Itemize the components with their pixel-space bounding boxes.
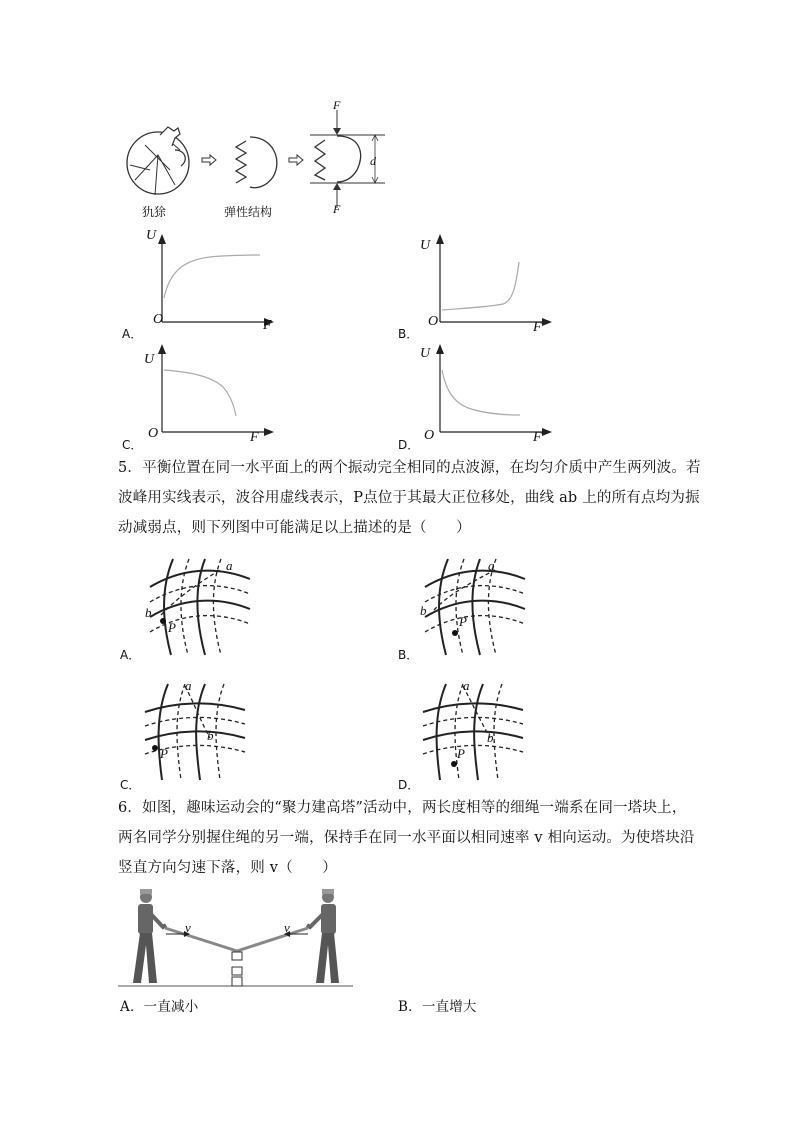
option-letter: C． <box>122 438 143 452</box>
arrow-icon <box>202 155 216 165</box>
y-axis-label: U <box>146 228 157 243</box>
elastic-structure-label: 弹性结构 <box>224 205 273 219</box>
origin-label: O <box>424 428 435 443</box>
option-letter: B． <box>398 648 419 662</box>
x-axis-label: F <box>533 430 542 445</box>
q6-option-a[interactable]: A．一直减小 <box>120 999 199 1015</box>
y-axis-label: U <box>420 346 431 361</box>
option-letter: A． <box>122 327 143 341</box>
question-text-line: 竖直方向匀速下落，则 v（ ） <box>118 860 337 876</box>
y-axis-label: U <box>420 238 431 253</box>
point-p-label: P <box>168 620 176 635</box>
compressed-structure-drawing <box>305 98 395 218</box>
armadillo-drawing <box>125 125 195 200</box>
tower-activity-illustration <box>118 885 358 990</box>
q6-option-b[interactable]: B．一直增大 <box>398 999 477 1015</box>
question-text-line: 波峰用实线表示，波谷用虚线表示，P点位于其最大正位移处，曲线 ab 上的所有点均为振 <box>118 490 700 506</box>
x-axis-label: F <box>263 318 272 333</box>
option-letter: B． <box>398 327 419 341</box>
velocity-label-left: v <box>185 920 191 935</box>
point-p-label: P <box>160 746 168 761</box>
point-p-label: P <box>459 614 467 629</box>
graph-a <box>150 230 280 330</box>
point-b-label: b <box>145 605 152 620</box>
distance-label: d <box>370 154 376 168</box>
wave-diagram-b <box>420 555 530 660</box>
question-text-line: 6．如图，趣味运动会的“聚力建高塔”活动中，两长度相等的细绳一端系在同一塔块上， <box>118 800 687 816</box>
wave-diagram-a <box>145 555 255 660</box>
question-text-line: 两名同学分别握住绳的另一端，保持手在同一水平面以相同速率 v 相向运动。为使塔块沿 <box>118 830 695 846</box>
armadillo-label: 犰狳 <box>142 205 167 219</box>
point-p-label: P <box>457 746 465 761</box>
x-axis-label: F <box>250 430 259 445</box>
point-b-label: b <box>207 728 214 743</box>
wave-diagram-d <box>418 680 528 785</box>
origin-label: O <box>153 312 164 327</box>
option-letter: A． <box>120 648 141 662</box>
option-letter: D． <box>398 438 420 452</box>
question-text-line: 5．平衡位置在同一水平面上的两个振动完全相同的点波源，在均匀介质中产生两列波。若 <box>118 460 701 476</box>
point-a-label: a <box>185 678 192 693</box>
point-a-label: a <box>463 678 470 693</box>
option-letter: C． <box>120 778 141 792</box>
force-label-bottom: F <box>333 202 341 216</box>
force-label-top: F <box>333 98 341 112</box>
graph-d <box>428 340 558 440</box>
x-axis-label: F <box>533 320 542 335</box>
elastic-structure-drawing <box>228 135 278 190</box>
origin-label: O <box>428 314 439 329</box>
graph-c <box>150 340 280 440</box>
wave-diagram-c <box>140 680 250 785</box>
question-text-line: 动减弱点，则下列图中可能满足以上描述的是（ ） <box>118 520 471 536</box>
point-b-label: b <box>487 730 494 745</box>
point-a-label: a <box>226 558 233 573</box>
option-letter: D． <box>398 778 420 792</box>
velocity-label-right: v <box>284 920 290 935</box>
graph-b <box>428 230 558 330</box>
point-b-label: b <box>420 603 427 618</box>
origin-label: O <box>148 426 159 441</box>
arrow-icon <box>289 155 303 165</box>
y-axis-label: U <box>144 352 155 367</box>
point-a-label: a <box>488 558 495 573</box>
